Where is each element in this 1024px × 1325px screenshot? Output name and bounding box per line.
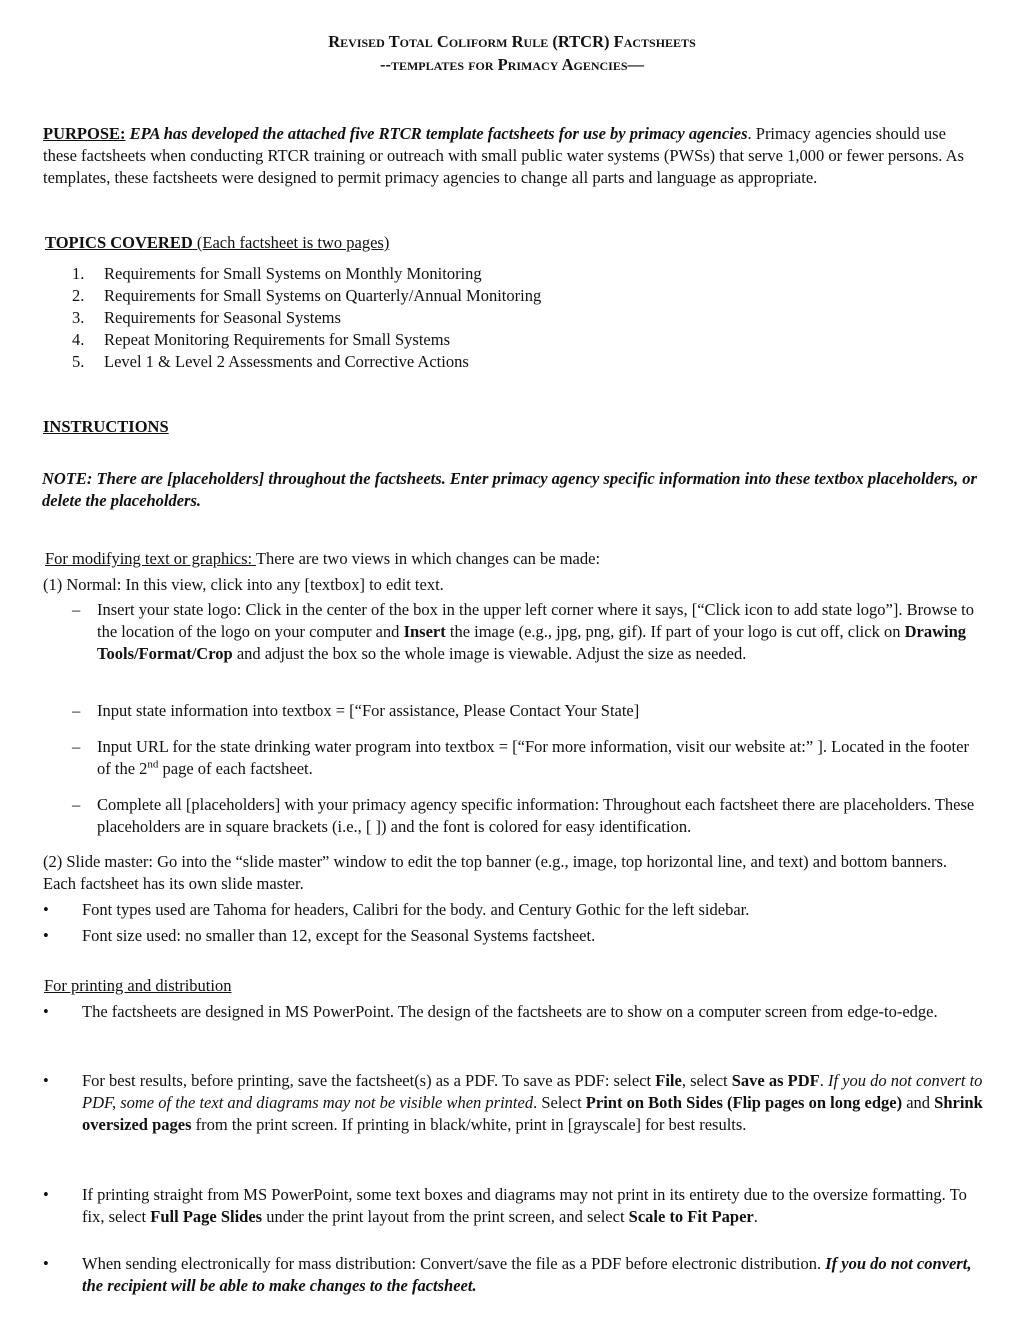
list-item: 4. Repeat Monitoring Requirements for Small Systems [72, 330, 451, 349]
list-item: • If printing straight from MS PowerPoint, some text boxes and diagrams may not print in its entirety due to the oversize formatting. To fix, select Full Page Slides under the print layout from the print screen, and select Scale to Fit Paper. [43, 1185, 967, 1226]
placeholder-note: NOTE: There are [placeholders] throughout the factsheets. Enter primacy agency specific information into these textbox placeholders, or delete the placeholders. [42, 469, 977, 510]
list-item: • Font size used: no smaller than 12, except for the Seasonal Systems factsheet. [43, 926, 596, 945]
modifying-text: There are two views in which changes can be made: [255, 549, 601, 568]
list-item: 2. Requirements for Small Systems on Quarterly/Annual Monitoring [72, 286, 542, 305]
list-item: 1. Requirements for Small Systems on Monthly Monitoring [72, 264, 482, 283]
topics-heading: TOPICS COVERED [45, 233, 193, 252]
printing-heading: For printing and distribution [44, 976, 232, 995]
list-item: • Font types used are Tahoma for headers, Calibri for the body. and Century Gothic for the left sidebar. [43, 900, 750, 919]
modifying-intro [45, 548, 985, 570]
list-item: • When sending electronically for mass distribution: Convert/save the file as a PDF before electronic distribution. If you do not convert, the recipient will be able to make changes to the factsheet. [43, 1254, 972, 1295]
instructions-heading: INSTRUCTIONS [43, 417, 169, 436]
list-item: – Complete all [placeholders] with your primacy agency specific information: Throughout each factsheet there are placeholders. These placeholders are in square brackets (i.e., [ ]) and the font is colored for easy identification. [72, 795, 975, 836]
list-item: – Input URL for the state drinking water program into textbox = [“For more information, visit our website at:” ]. Located in the footer of the 2nd page of each factsheet. [72, 737, 969, 778]
list-item: – Input state information into textbox = [“For assistance, Please Contact Your State] [72, 701, 640, 720]
list-item: 5. Level 1 & Level 2 Assessments and Corrective Actions [72, 352, 469, 371]
list-item: – Insert your state logo: Click in the center of the box in the upper left corner where it says, [“Click icon to add state logo”]. Browse to the location of the logo on your computer and Insert the image (e.g., jpg, png, gif). If part of your logo is cut off, click on Drawing Tools/Format/Crop and adjust the box so the whole image is viewable. Adjust the size as needed. [72, 600, 974, 663]
normal-view-text: (1) Normal: In this view, click into any [textbox] to edit text. [43, 575, 444, 594]
topics-heading-line [45, 232, 985, 254]
list-item: • For best results, before printing, save the factsheet(s) as a PDF. To save as PDF: select File, select Save as PDF. If you do not convert to PDF, some of the text and diagrams may not be visible when printed. Select Print on Both Sides (Flip pages on long edge) and Shrink oversized pages from the print screen. If printing in black/white, print in [grayscale] for best results. [43, 1071, 983, 1134]
document-title: Revised Total Coliform Rule (RTCR) Factsheets [328, 32, 696, 51]
slide-master-text: (2) Slide master: Go into the “slide master” window to edit the top banner (e.g., image, top horizontal line, and text) and bottom banners. Each factsheet has its own slide master. [43, 852, 948, 893]
topics-list [72, 263, 952, 373]
document-subtitle: --templates for Primacy Agencies— [379, 55, 645, 74]
purpose-label: PURPOSE: [43, 124, 126, 143]
purpose-emphasis: EPA has developed the attached five RTCR template factsheets for use by primacy agencies [129, 124, 748, 143]
purpose-text: . Primacy agencies should use these factsheets when conducting RTCR training or outreach with small public water systems (PWSs) that serve 1,000 or fewer persons. As templates, these factsheets were designed to permit primacy agencies to change all parts and language as appropriate. [43, 124, 964, 187]
list-item: 3. Requirements for Seasonal Systems [72, 308, 341, 327]
modifying-label: For modifying text or graphics: [45, 549, 256, 568]
topics-subheading: (Each factsheet is two pages) [192, 233, 390, 252]
purpose-paragraph [43, 123, 983, 189]
list-item: • The factsheets are designed in MS PowerPoint. The design of the factsheets are to show on a computer screen from edge-to-edge. [43, 1002, 938, 1021]
